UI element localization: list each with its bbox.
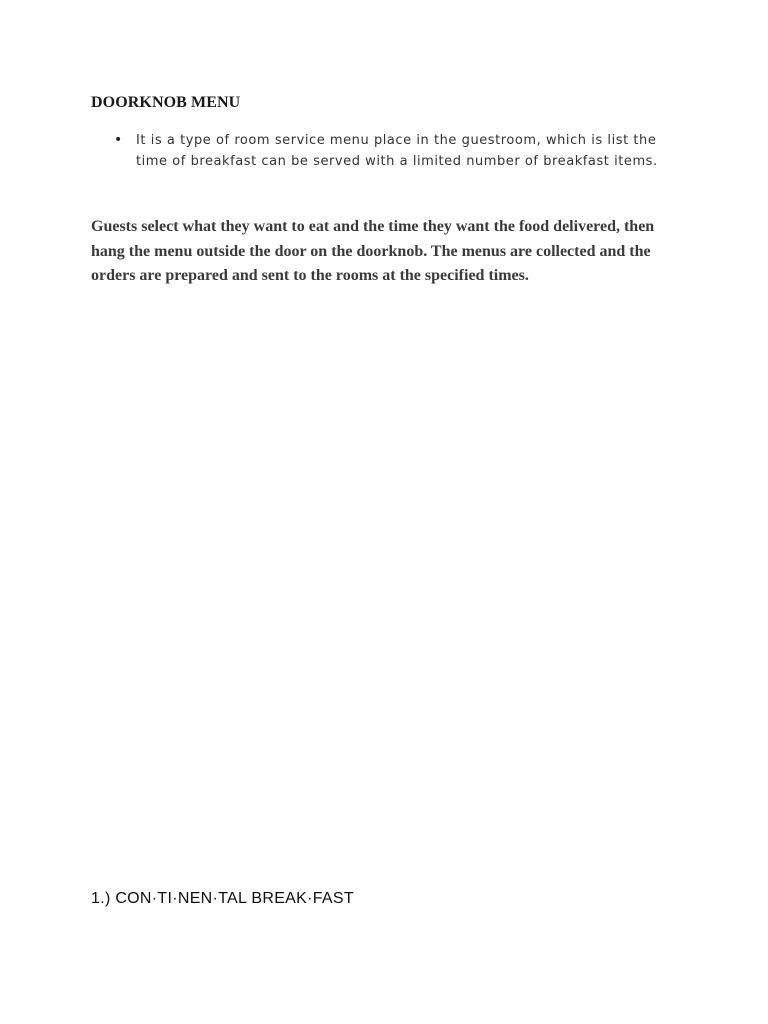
bullet-list	[112, 130, 692, 172]
bullet-item	[112, 130, 692, 172]
document-heading: DOORKNOB MENU	[91, 94, 241, 111]
bullet-text: It is a type of room service menu place in the guestroom, which is list the time of breakfast can be served with a limited number of breakfast items.	[136, 133, 658, 169]
section-heading: 1.) CON·TI·NEN·TAL BREAK·FAST	[91, 890, 354, 907]
bullet-dot-icon: •	[114, 132, 123, 148]
body-paragraph: Guests select what they want to eat and the time they want the food delivered, then hang the menu outside the door on the doorknob. The menus are collected and the orders are prepared and sent to the rooms at the specified times.	[91, 218, 655, 284]
